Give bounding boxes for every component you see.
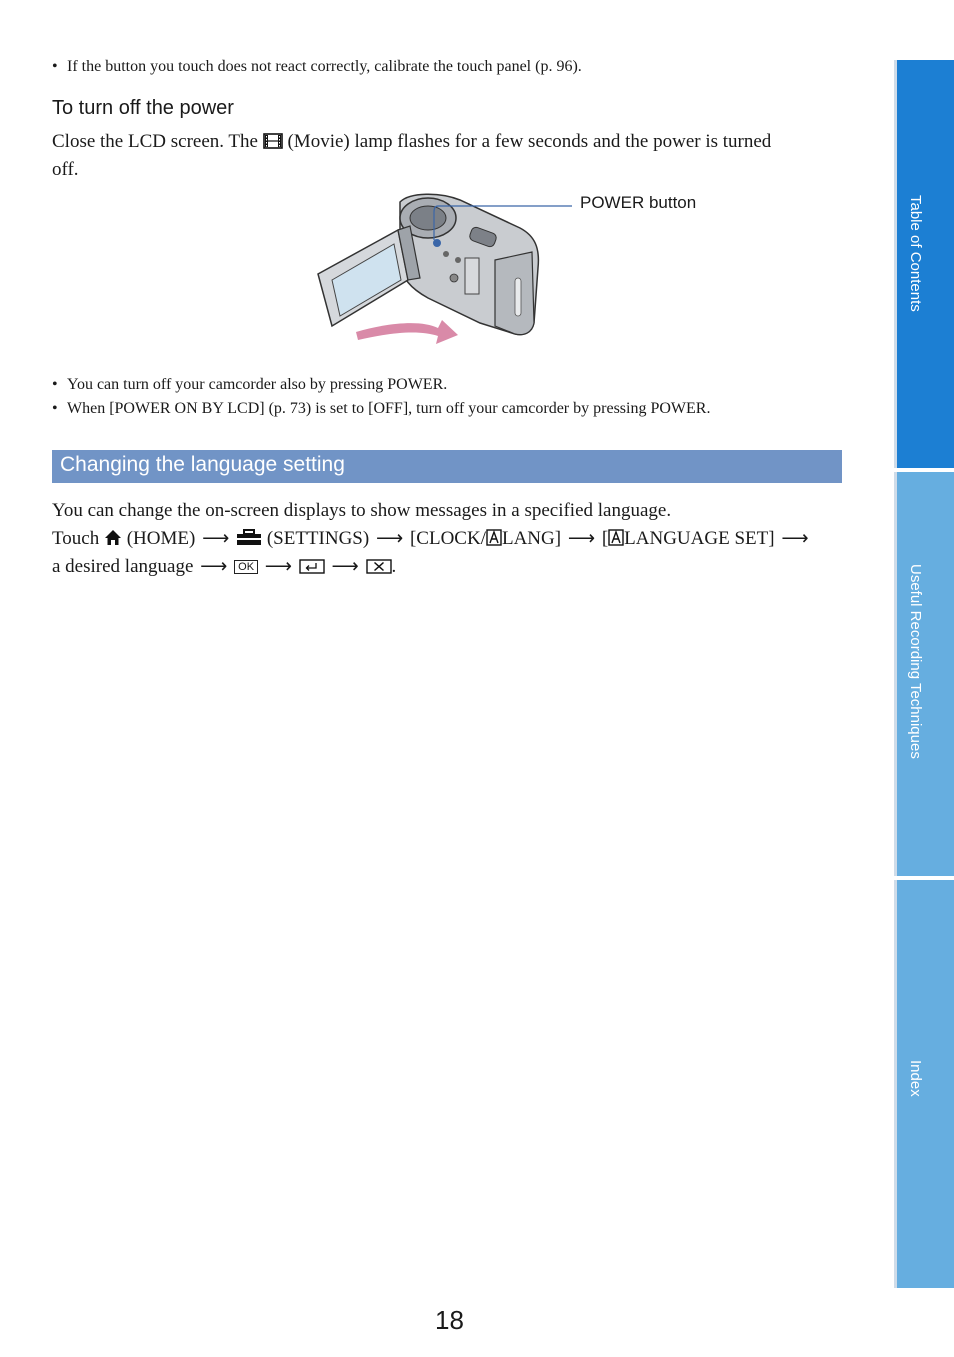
movie-icon bbox=[263, 133, 283, 149]
tab-index[interactable]: Index bbox=[894, 880, 954, 1288]
section-heading-power-off: To turn off the power bbox=[52, 97, 234, 119]
arrow-icon: ⟶ bbox=[567, 528, 596, 549]
return-icon bbox=[299, 559, 325, 574]
language-paragraph: You can change the on-screen displays to show messages in a specified language. Touch (HOME) ⟶ (SETTINGS) ⟶ [CLOCK/ LANG] ⟶ [ LANGUAGE SET] ⟶ a desired language ⟶ OK ⟶ ⟶ . bbox=[52, 497, 852, 581]
arrow-icon: ⟶ bbox=[200, 556, 228, 577]
section-title: Changing the language setting bbox=[60, 453, 345, 476]
note-power-press: • You can turn off your camcorder also by pressing POWER. bbox=[52, 376, 448, 393]
tab-table-of-contents[interactable]: Table of Contents bbox=[894, 60, 954, 468]
page-number: 18 bbox=[435, 1305, 464, 1335]
note-calibrate: • If the button you touch does not react correctly, calibrate the touch panel (p. 96). bbox=[52, 58, 582, 75]
section-header-language bbox=[52, 450, 842, 483]
ok-button-icon: OK bbox=[234, 560, 258, 574]
arrow-icon: ⟶ bbox=[264, 556, 293, 577]
close-icon bbox=[366, 559, 392, 574]
arrow-icon: ⟶ bbox=[375, 528, 404, 549]
arrow-icon: ⟶ bbox=[202, 528, 230, 549]
arrow-icon: ⟶ bbox=[781, 528, 809, 549]
tab-useful-recording-techniques[interactable]: Useful Recording Techniques bbox=[894, 472, 954, 876]
language-a-icon bbox=[486, 529, 502, 546]
home-icon bbox=[104, 529, 122, 546]
camcorder-illustration bbox=[310, 188, 590, 350]
note-power-on-by-lcd: • When [POWER ON BY LCD] (p. 73) is set to [OFF], turn off your camcorder by pressing POWER. bbox=[52, 400, 711, 417]
power-button-callout: POWER button bbox=[580, 193, 697, 212]
language-a-icon bbox=[608, 529, 624, 546]
arrow-icon: ⟶ bbox=[331, 556, 359, 577]
settings-toolbox-icon bbox=[236, 529, 262, 546]
power-off-paragraph: Close the LCD screen. The (Movie) lamp flashes for a few seconds and the power is turned off. bbox=[52, 131, 772, 180]
